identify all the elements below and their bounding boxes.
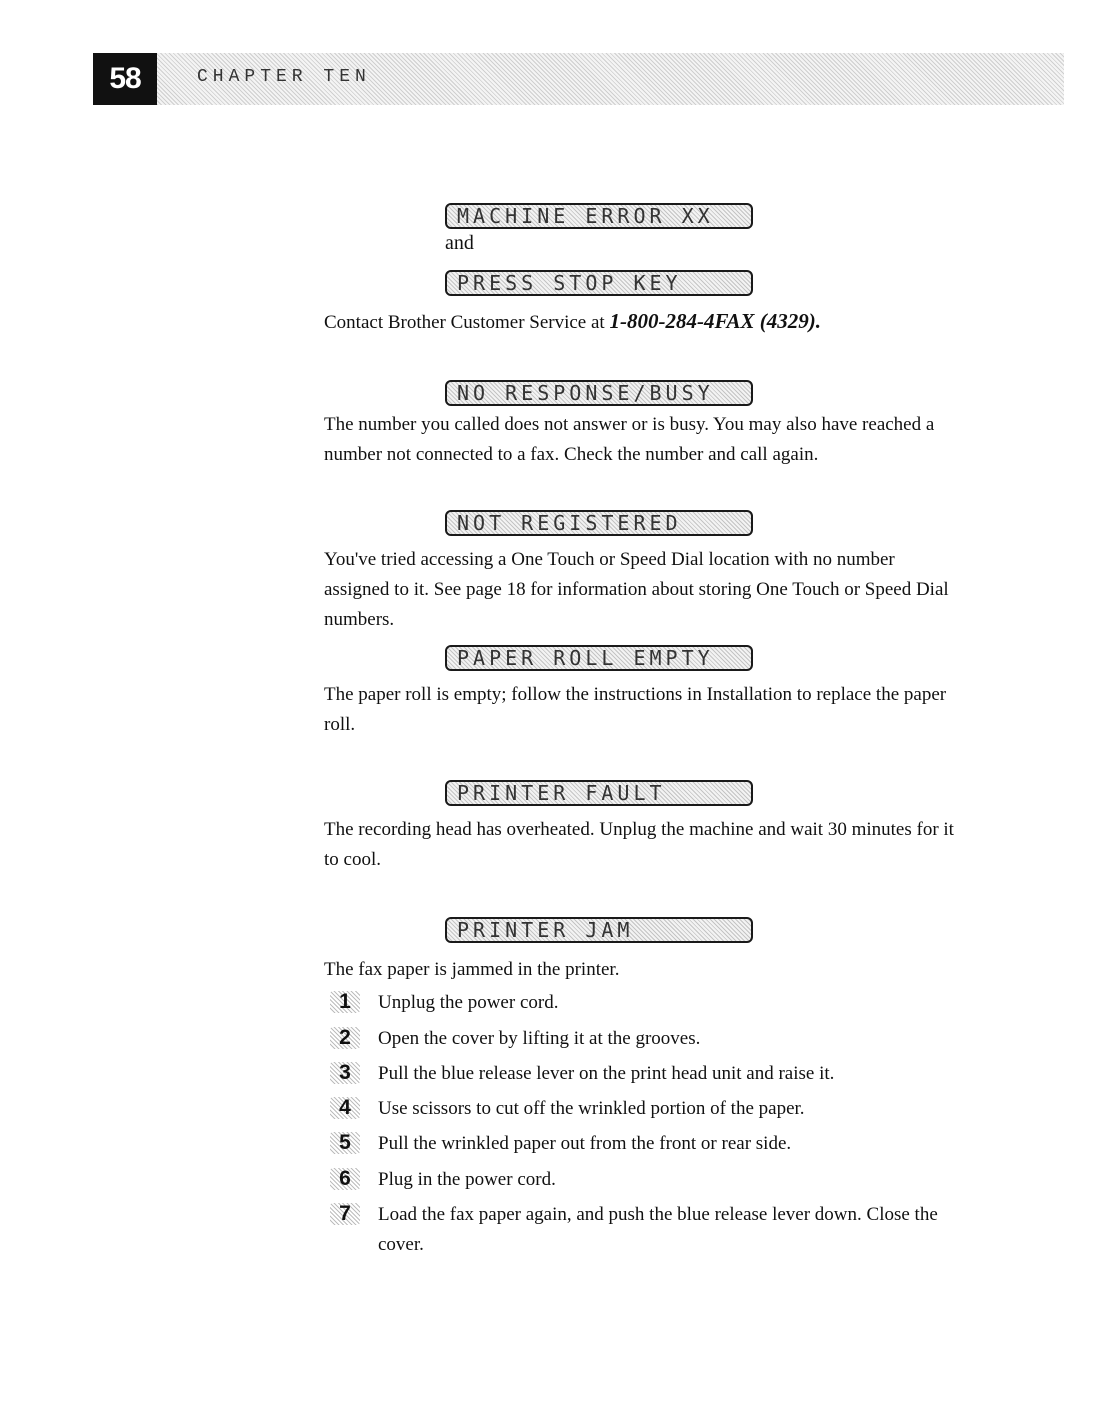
step-text: Use scissors to cut off the wrinkled portion of the paper. (378, 1098, 805, 1119)
phone-number: 1-800-284-4FAX (4329). (609, 309, 822, 333)
step-text: Open the cover by lifting it at the grooves. (378, 1028, 701, 1049)
lcd-not-registered: NOT REGISTERED (445, 510, 753, 536)
step-number-badge: 1 (330, 991, 360, 1013)
contact-text (324, 306, 954, 338)
chapter-header (93, 53, 1064, 105)
printer-jam-description: The fax paper is jammed in the printer. (324, 959, 620, 980)
step-text: Load the fax paper again, and push the blue release lever down. Close the cover. (378, 1204, 938, 1255)
step-text: Unplug the power cord. (378, 992, 559, 1013)
step-number-badge: 6 (330, 1168, 360, 1190)
step-number-badge: 3 (330, 1062, 360, 1084)
lcd-machine-error: MACHINE ERROR XX (445, 203, 753, 229)
step-number-badge: 7 (330, 1203, 360, 1225)
step-text: Plug in the power cord. (378, 1169, 556, 1190)
no-response-description: The number you called does not answer or is busy. You may also have reached a number not connected to a fax. Check the number and call again. (324, 414, 935, 465)
lcd-printer-jam: PRINTER JAM (445, 917, 753, 943)
paper-roll-empty-description: The paper roll is empty; follow the instructions in Installation to replace the paper roll. (324, 684, 947, 735)
step-text: Pull the blue release lever on the print head unit and raise it. (378, 1063, 835, 1084)
not-registered-description: You've tried accessing a One Touch or Speed Dial location with no number assigned to it. See page 18 for information about storing One Touch or Speed Dial numbers. (324, 549, 949, 630)
connector-and: and (445, 232, 474, 254)
lcd-no-response-busy: NO RESPONSE/BUSY (445, 380, 753, 406)
step-number-badge: 4 (330, 1097, 360, 1119)
step-number-badge: 2 (330, 1027, 360, 1049)
lcd-press-stop-key: PRESS STOP KEY (445, 270, 753, 296)
page-number: 58 (93, 53, 157, 105)
step-number-badge: 5 (330, 1132, 360, 1154)
printer-fault-description: The recording head has overheated. Unplug the machine and wait 30 minutes for it to cool. (324, 819, 954, 870)
lcd-paper-roll-empty: PAPER ROLL EMPTY (445, 645, 753, 671)
step-text: Pull the wrinkled paper out from the front or rear side. (378, 1133, 792, 1154)
chapter-title: CHAPTER TEN (197, 67, 371, 87)
lcd-printer-fault: PRINTER FAULT (445, 780, 753, 806)
contact-prefix: Contact Brother Customer Service at (324, 312, 610, 333)
